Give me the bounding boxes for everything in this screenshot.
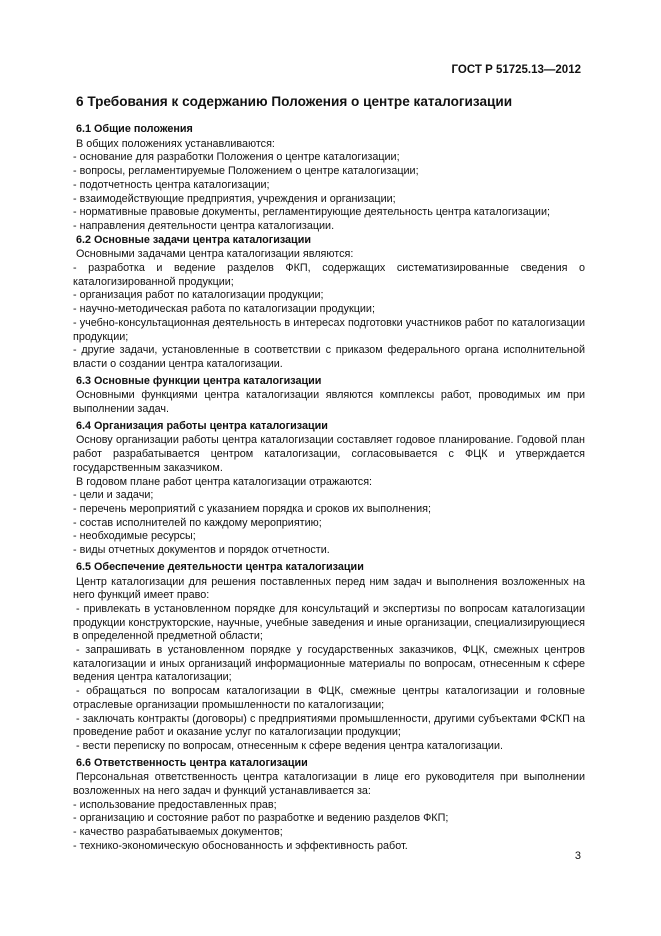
list-item: - качество разрабатываемых документов; [73, 826, 283, 839]
subsection-title: 6.1 Общие положения [76, 123, 193, 135]
list-item: - научно-методическая работа по каталогизации продукции; [73, 303, 375, 316]
page-number: 3 [574, 850, 581, 862]
subsection-title: 6.2 Основные задачи центра каталогизации [76, 233, 311, 246]
subsection-title: 6.4 Организация работы центра каталогизации [76, 419, 328, 432]
subsection-title: 6.3 Основные функции центра каталогизации [76, 374, 322, 387]
paragraph: Центр каталогизации для решения поставленных перед ним задач и выполнения возложенных на него функций имеет право: [73, 575, 585, 602]
list-item: - направления деятельности центра каталогизации. [73, 219, 335, 232]
subsection-6-2 [73, 234, 585, 372]
paragraph: Основными функциями центра каталогизации являются комплексы работ, проводимых им при выполнении задач. [73, 389, 585, 416]
section-title: 6 Требования к содержанию Положения о центре каталогизации [76, 94, 513, 109]
paragraph: Основными задачами центра каталогизации являются: [76, 248, 354, 261]
subsection-title: 6.6 Ответственность центра каталогизации [76, 756, 308, 769]
list-item: - разработка и ведение разделов ФКП, содержащих систематизированные сведения о каталогизированной продукции; [73, 262, 585, 288]
list-item: - вопросы, регламентируемые Положением о центре каталогизации; [73, 165, 419, 178]
document-body [73, 93, 585, 854]
list-item: - виды отчетных документов и порядок отчетности. [73, 544, 330, 557]
subsection-6-1 [73, 123, 585, 234]
subsection-6-3 [73, 375, 585, 417]
list-item: - обращаться по вопросам каталогизации в ФЦК, смежные центры каталогизации и головные отраслевые организации промышленности по каталогизации; [73, 685, 585, 711]
list-item: - другие задачи, установленные в соответствии с приказом федерального органа исполнительной власти о создании центра каталогизации. [73, 344, 585, 370]
document-header: ГОСТ Р 51725.13—2012 [451, 64, 581, 76]
list-item: - запрашивать в установленном порядке у государственных заказчиков, ФЦК, смежных центров каталогизации и иных организаций информационные материалы по вопросам, отнесенным к сфере ведения центра каталогизации; [73, 644, 585, 684]
list-item: - перечень мероприятий с указанием порядка и сроков их выполнения; [73, 502, 432, 515]
list-item: - основание для разработки Положения о центре каталогизации; [73, 151, 400, 164]
list-item: - организация работ по каталогизации продукции; [73, 289, 324, 302]
list-item: - состав исполнителей по каждому мероприятию; [73, 516, 322, 529]
list-item: - использование предоставленных прав; [73, 798, 277, 811]
list-item: - привлекать в установленном порядке для консультаций и экспертизы по вопросам каталогизации продукции конструкторские, научные, учебные заведения и иные организации, специализирующиеся в определенной предметной области; [73, 602, 585, 643]
paragraph: В общих положениях устанавливаются: [76, 137, 275, 150]
subsection-6-5 [73, 561, 585, 754]
list-item: - необходимые ресурсы; [73, 530, 196, 543]
list-item: - заключать контракты (договоры) с предприятиями промышленности, другими субъектами ФСКП на проведение работ и оказание услуг по каталогизации продукции; [73, 712, 585, 739]
subsection-6-6 [73, 757, 585, 854]
list-item: - взаимодействующие предприятия, учреждения и организации; [73, 192, 396, 205]
list-item: - учебно-консультационная деятельность в интересах подготовки участников работ по каталогизации продукции; [73, 316, 585, 343]
subsection-6-4 [73, 420, 585, 558]
list-item: - нормативные правовые документы, регламентирующие деятельность центра каталогизации; [73, 206, 550, 219]
paragraph: В годовом плане работ центра каталогизации отражаются: [76, 475, 373, 488]
list-item: - организацию и состояние работ по разработке и ведению разделов ФКП; [73, 812, 449, 825]
list-item: - цели и задачи; [73, 489, 154, 502]
list-item: - вести переписку по вопросам, отнесенным к сфере ведения центра каталогизации. [76, 739, 503, 752]
subsection-title: 6.5 Обеспечение деятельности центра каталогизации [76, 560, 364, 573]
paragraph: Основу организации работы центра каталогизации составляет годовое планирование. Годовой план работ разрабатывается центром каталогизации, согласовывается с ФЦК и утверждается государственным заказчиком. [73, 434, 585, 474]
list-item: - технико-экономическую обоснованность и эффективность работ. [73, 839, 408, 852]
paragraph: Персональная ответственность центра каталогизации в лице его руководителя при выполнении возложенных на него задач и функций устанавливается за: [73, 771, 585, 798]
list-item: - подотчетность центра каталогизации; [73, 178, 270, 191]
